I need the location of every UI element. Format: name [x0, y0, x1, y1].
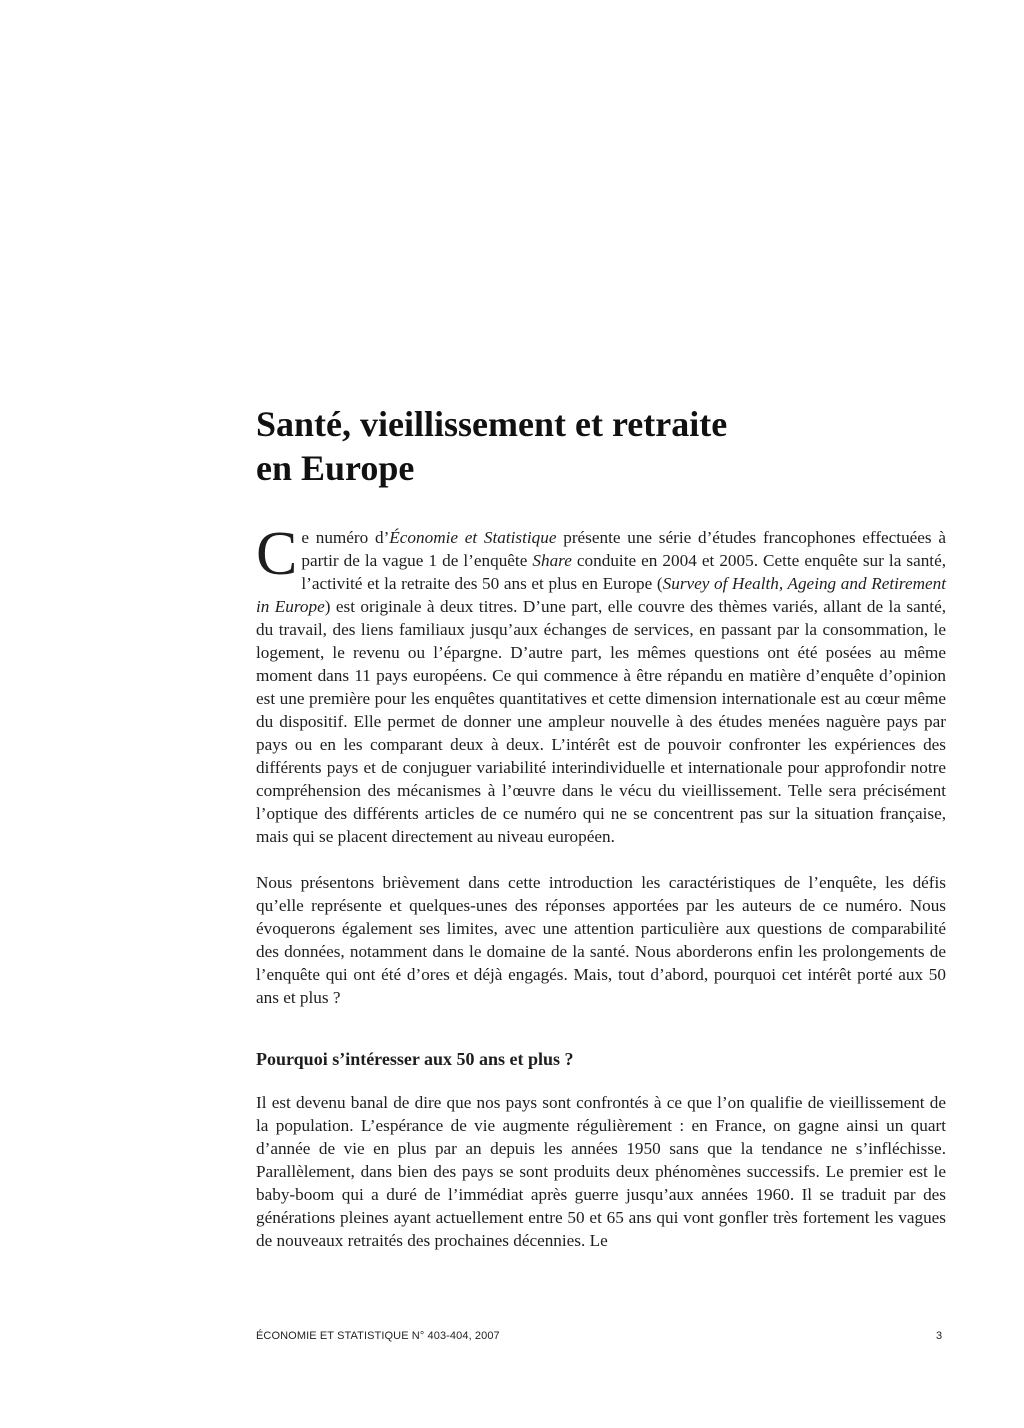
intro-text-c: conduite en 2004 et 2005. Cette enquête sur la santé, l’activité et la retraite des 50 ans et plus en Europe (: [301, 551, 946, 593]
intro-paragraph: [256, 520, 946, 848]
intro-paragraph-2: Nous présentons brièvement dans cette introduction les caractéristiques de l’enquête, les défis qu’elle représente et quelques-unes des réponses apportées par les auteurs de ce numéro. Nous évoquerons également ses limites, avec une attention particulière aux questions de comparabilité des données, notamment dans le domaine de la santé. Nous aborderons enfin les prolongements de l’enquête qui ont été d’ores et déjà engagés. Mais, tout d’abord, pourquoi cet intérêt porté aux 50 ans et plus ?: [256, 873, 946, 1007]
intro-text-a: e numéro d’: [301, 528, 390, 547]
intro-text-d: ) est originale à deux titres. D’une part, elle couvre des thèmes variés, allant de la santé, du travail, des liens familiaux jusqu’aux échanges de services, en passant par la consommation, le logement, le revenu ou l’épargne. D’autre part, les mêmes questions ont été posées au même moment dans 11 pays européens. Ce qui commence à être répandu en matière d’enquête d’opinion est une première pour les enquêtes quantitatives et cette dimension internationale est au cœur même du dispositif. Elle permet de donner une ampleur nouvelle à des études menées naguère pays par pays ou en les comparant deux à deux. L’intérêt est de pouvoir confronter les expériences des différents pays et de conjuguer variabilité interindividuelle et internationale pour approfondir notre compréhension des mécanismes à l’œuvre dans le vécu du vieillissement. Telle sera précisément l’optique des différents articles de ce numéro qui ne se concentrent pas sur la situation française, mais qui se placent directement au niveau européen.: [256, 597, 946, 846]
article-body: [256, 520, 946, 1252]
title-line-1: Santé, vieillissement et retraite: [256, 404, 728, 444]
intro-text-b: présente une série d’études francophones effectuées à partir de la vague 1 de l’enquête: [301, 528, 946, 570]
section-heading: Pourquoi s’intéresser aux 50 ans et plus ?: [256, 1049, 574, 1069]
title-line-2: en Europe: [256, 448, 415, 488]
drop-cap: C: [256, 520, 298, 588]
journal-name-italic: Économie et Statistique: [389, 528, 557, 547]
section-paragraph: Il est devenu banal de dire que nos pays sont confrontés à ce que l’on qualifie de vieillissement de la population. L’espérance de vie augmente régulièrement : en France, on gagne ainsi un quart d’année de vie en plus par an depuis les années 1950 sans que la tendance ne s’infléchisse. Parallèlement, dans bien des pays se sont produits deux phénomènes successifs. Le premier est le baby-boom qui a duré de l’immédiat après guerre jusqu’aux années 1960. Il se traduit par des générations pleines ayant actuellement entre 50 et 65 ans qui vont gonfler très fortement les vagues de nouveaux retraités des prochaines décennies. Le: [256, 1093, 946, 1250]
survey-name-italic: Share: [532, 551, 572, 570]
footer-journal: ÉCONOMIE ET STATISTIQUE N° 403-404, 2007: [256, 1330, 500, 1342]
survey-fullname-italic: Survey of Health, Ageing and Retirement in Europe: [256, 574, 946, 616]
page-title: [256, 402, 896, 490]
page-number: 3: [936, 1330, 943, 1342]
